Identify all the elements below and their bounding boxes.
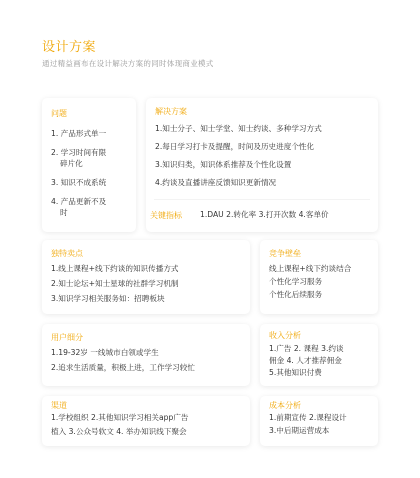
problem-item: 时 xyxy=(60,208,68,217)
segments-card xyxy=(42,324,250,386)
cost-item: 3.中后期运营成本 xyxy=(269,426,330,435)
channels-item: 1.学校组织 2.其他知识学习相关app广告 xyxy=(51,413,189,422)
problem-item: 4. 产品更新不及 xyxy=(51,197,107,206)
channels-card xyxy=(42,396,250,446)
advantage-item: 线上课程+线下约谈结合 xyxy=(269,264,352,273)
revenue-item: 佣金 4. 人才推荐佣金 xyxy=(269,356,342,365)
solution-item: 3.知识归类，知识体系推荐及个性化设置 xyxy=(155,160,292,169)
uvp-item: 2.知士论坛+知士星球的社群学习机制 xyxy=(51,279,179,288)
cost-title: 成本分析 xyxy=(269,401,301,410)
solution-card xyxy=(146,98,378,232)
revenue-item: 5.其他知识付费 xyxy=(269,368,322,377)
advantage-item: 个性化后续服务 xyxy=(269,290,323,299)
cost-item: 1.前期宣传 2.课程设计 xyxy=(269,413,347,422)
uvp-title: 独特卖点 xyxy=(51,249,83,258)
problem-card xyxy=(42,98,136,232)
uvp-item: 1.线上课程+线下约谈的知识传播方式 xyxy=(51,264,179,273)
problem-item: 1. 产品形式单一 xyxy=(51,129,107,138)
page-title: 设计方案 xyxy=(42,40,97,55)
problem-item: 2. 学习时间有限 xyxy=(51,148,107,157)
problem-title: 问题 xyxy=(51,109,67,118)
advantage-card xyxy=(260,240,378,314)
page-subtitle: 通过精益画布在设计解决方案的同时体现商业模式 xyxy=(42,59,214,68)
metrics-text: 1.DAU 2.转化率 3.打开次数 4.客单价 xyxy=(200,210,329,219)
solution-item: 4.约谈及直播讲座反馈知识更新情况 xyxy=(155,178,277,187)
divider xyxy=(154,199,370,200)
channels-title: 渠道 xyxy=(51,401,67,410)
revenue-title: 收入分析 xyxy=(269,331,301,340)
advantage-title: 竞争壁垒 xyxy=(269,249,301,258)
segments-title: 用户细分 xyxy=(51,333,83,342)
solution-item: 1.知士分子、知士学堂、知士约谈、多种学习方式 xyxy=(155,124,322,133)
uvp-item: 3.知识学习相关服务如：招聘板块 xyxy=(51,294,165,303)
cost-card xyxy=(260,396,378,446)
problem-item: 碎片化 xyxy=(60,159,83,168)
advantage-item: 个性化学习服务 xyxy=(269,277,323,286)
revenue-card xyxy=(260,324,378,386)
revenue-item: 1.广告 2. 课程 3.约谈 xyxy=(269,344,344,353)
channels-item: 植入 3.公众号软文 4. 举办知识线下聚会 xyxy=(51,427,187,436)
solution-item: 2.每日学习打卡及提醒，时间及历史进度个性化 xyxy=(155,142,315,151)
metrics-title: 关键指标 xyxy=(150,211,182,220)
solution-title: 解决方案 xyxy=(155,107,187,116)
problem-item: 3. 知识不成系统 xyxy=(51,178,107,187)
segments-item: 2.追求生活质量，积极上进，工作学习较忙 xyxy=(51,363,195,372)
segments-item: 1.19-32岁 一线城市白领或学生 xyxy=(51,348,159,357)
uvp-card xyxy=(42,240,250,314)
